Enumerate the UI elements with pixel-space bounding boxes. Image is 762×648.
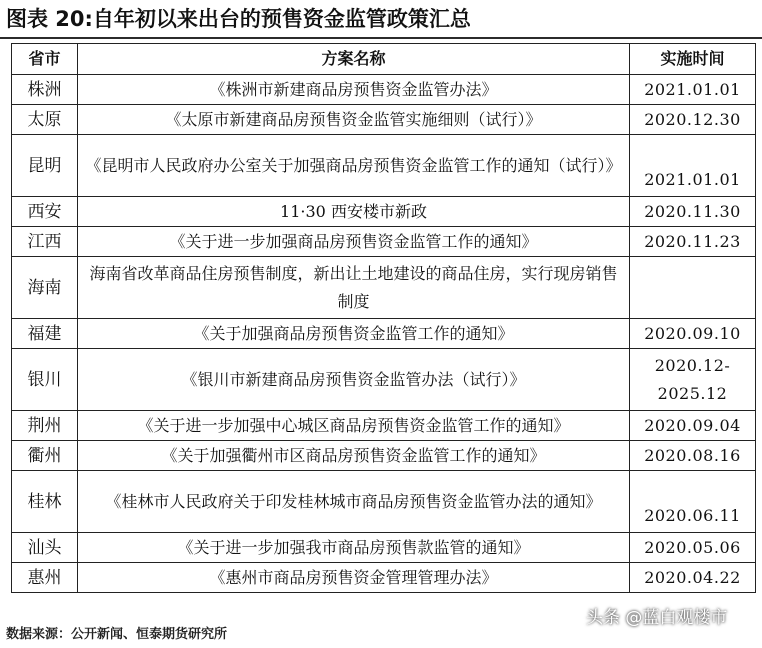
table-row: [12, 197, 756, 227]
plan-cell: 《关于进一步加强我市商品房预售款监管的通知》: [78, 533, 630, 563]
table-row: [12, 563, 756, 593]
city-cell: 西安: [12, 197, 78, 227]
plan-cell: 《关于进一步加强商品房预售资金监管工作的通知》: [78, 227, 630, 257]
watermark: 头条 @蓝白观楼市: [586, 608, 728, 628]
data-source-note: 数据来源：公开新闻、恒泰期货研究所: [6, 627, 228, 642]
city-cell: 衢州: [12, 441, 78, 471]
city-cell: 株洲: [12, 75, 78, 105]
date-cell: 2020.09.10: [630, 319, 756, 349]
table-row: [12, 227, 756, 257]
plan-cell: 《株洲市新建商品房预售资金监管办法》: [78, 75, 630, 105]
date-cell: 2020.12-2025.12: [630, 349, 756, 411]
figure-title: 图表 20:自年初以来出台的预售资金监管政策汇总: [6, 7, 471, 31]
plan-cell: 11·30 西安楼市新政: [78, 197, 630, 227]
city-cell: 荆州: [12, 411, 78, 441]
date-cell: 2020.12.30: [630, 105, 756, 135]
plan-cell: 《关于进一步加强中心城区商品房预售资金监管工作的通知》: [78, 411, 630, 441]
date-cell: 2020.04.22: [630, 563, 756, 593]
table-row: [12, 441, 756, 471]
header-city: 省市: [12, 44, 78, 75]
table-row: [12, 319, 756, 349]
city-cell: 惠州: [12, 563, 78, 593]
title-rule: [0, 37, 762, 39]
city-cell: 昆明: [12, 135, 78, 197]
date-cell: 2020.05.06: [630, 533, 756, 563]
plan-cell: 《桂林市人民政府关于印发桂林城市商品房预售资金监管办法的通知》: [78, 471, 630, 533]
date-cell: 2020.09.04: [630, 411, 756, 441]
date-cell: [630, 257, 756, 319]
plan-cell: 《银川市新建商品房预售资金监管办法（试行）》: [78, 349, 630, 411]
header-date: 实施时间: [630, 44, 756, 75]
table-row: [12, 349, 756, 411]
table-row: [12, 411, 756, 441]
date-cell: 2020.11.30: [630, 197, 756, 227]
table-header-row: [12, 44, 756, 75]
city-cell: 海南: [12, 257, 78, 319]
date-cell: 2021.01.01: [630, 75, 756, 105]
city-cell: 桂林: [12, 471, 78, 533]
plan-cell: 《太原市新建商品房预售资金监管实施细则（试行）》: [78, 105, 630, 135]
date-cell: 2020.06.11: [630, 471, 756, 533]
city-cell: 福建: [12, 319, 78, 349]
city-cell: 太原: [12, 105, 78, 135]
plan-cell: 《关于加强衢州市区商品房预售资金监管工作的通知》: [78, 441, 630, 471]
plan-cell: 海南省改革商品住房预售制度，新出让土地建设的商品住房，实行现房销售制度: [78, 257, 630, 319]
date-cell: 2020.08.16: [630, 441, 756, 471]
table-row: [12, 105, 756, 135]
city-cell: 银川: [12, 349, 78, 411]
table-row: [12, 533, 756, 563]
header-plan: 方案名称: [78, 44, 630, 75]
policy-table: [11, 43, 756, 593]
city-cell: 汕头: [12, 533, 78, 563]
city-cell: 江西: [12, 227, 78, 257]
plan-cell: 《关于加强商品房预售资金监管工作的通知》: [78, 319, 630, 349]
table-row: [12, 135, 756, 197]
plan-cell: 《惠州市商品房预售资金管理管理办法》: [78, 563, 630, 593]
table-row: [12, 471, 756, 533]
table-row: [12, 257, 756, 319]
date-cell: 2020.11.23: [630, 227, 756, 257]
table-row: [12, 75, 756, 105]
date-cell: 2021.01.01: [630, 135, 756, 197]
plan-cell: 《昆明市人民政府办公室关于加强商品房预售资金监管工作的通知（试行）》: [78, 135, 630, 197]
